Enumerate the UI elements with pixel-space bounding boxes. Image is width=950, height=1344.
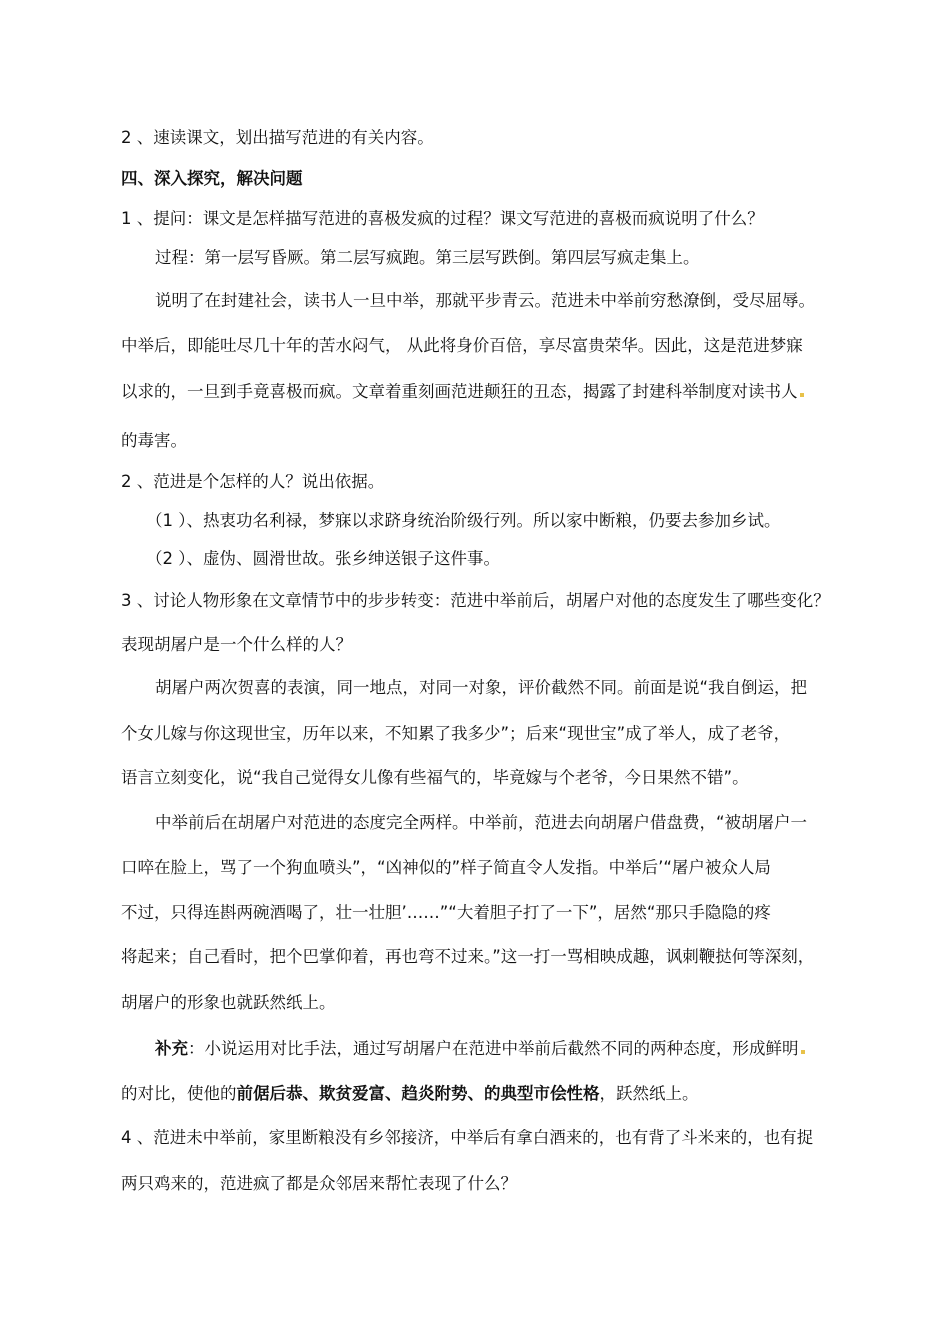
supplement-label: 补充: [155, 1039, 188, 1058]
text-line: 说明了在封建社会，读书人一旦中举，那就平步青云。范进未中举前穷愁潦倒，受尽屈辱。: [155, 291, 815, 310]
highlight-mark: [801, 1050, 805, 1054]
text-line: 中举前后在胡屠户对范进的态度完全两样。中举前，范进去向胡屠户借盘费，“被胡屠户一: [155, 813, 808, 832]
highlight-mark: [800, 393, 804, 397]
text-line: 2 、速读课文，划出描写范进的有关内容。: [121, 128, 434, 147]
text-line: 表现胡屠户是一个什么样的人？: [121, 635, 352, 654]
text-line: 语言立刻变化，说“我自己觉得女儿像有些福气的，毕竟嫁与个老爷，今日果然不错”。: [121, 768, 749, 787]
text-line: （2 ）、虚伪、圆滑世故。张乡绅送银子这件事。: [146, 549, 500, 568]
text-line: [155, 1038, 805, 1060]
text-line: 胡屠户的形象也就跃然纸上。: [121, 993, 336, 1012]
text-line: 的毒害。: [121, 431, 187, 450]
section-heading: 四、深入探究，解决问题: [121, 169, 303, 188]
text-line: [121, 1083, 699, 1105]
text-line: [121, 381, 804, 403]
text-line: 个女儿嫁与你这现世宝，历年以来，不知累了我多少”；后来“现世宝”成了举人，成了老爷，: [121, 724, 791, 743]
text-line: 两只鸡来的，范进疯了都是众邻居来帮忙表现了什么？: [121, 1174, 517, 1193]
text-line: 4 、范进未中举前，家里断粮没有乡邻接济，中举后有拿白酒来的，也有背了斗米来的，也有捉: [121, 1128, 814, 1147]
text-line: 3 、讨论人物形象在文章情节中的步步转变：范进中举前后，胡屠户对他的态度发生了哪些变化？: [121, 591, 830, 610]
text-line: 不过，只得连斟两碗酒喝了，壮一壮胆’……”“大着胆子打了一下”，居然“那只手隐隐的疼: [121, 903, 771, 922]
text-line: 将起来；自己看时，把个巴掌仰着，再也弯不过来。”这一打一骂相映成趣，讽刺鞭挞何等深刻，: [121, 947, 815, 966]
text-line: 1 、提问：课文是怎样描写范进的喜极发疯的过程？课文写范进的喜极而疯说明了什么？: [121, 209, 764, 228]
text-span: ：小说运用对比手法，通过写胡屠户在范进中举前后截然不同的两种态度，形成鲜明: [188, 1039, 799, 1058]
emphasis-text: 前倨后恭、欺贫爱富、趋炎附势、的典型市侩性格: [236, 1084, 600, 1103]
text-line: 中举后，即能吐尽几十年的苦水闷气， 从此将身价百倍，享尽富贵荣华。因此，这是范进梦寐: [121, 336, 803, 355]
text-line: 胡屠户两次贺喜的表演，同一地点，对同一对象，评价截然不同。前面是说“我自倒运，把: [155, 678, 808, 697]
text-span: ，跃然纸上。: [599, 1084, 699, 1103]
text-span: 的对比，使他的: [121, 1084, 237, 1103]
text-line: 2 、范进是个怎样的人？说出依据。: [121, 472, 385, 491]
text-line: 口啐在脸上，骂了一个狗血喷头”，“凶神似的”样子简直令人发指。中举后’“屠户被众人局: [121, 858, 771, 877]
text-span: 以求的，一旦到手竟喜极而疯。文章着重刻画范进颠狂的丑态，揭露了封建科举制度对读书人: [121, 382, 798, 401]
text-line: （1 ）、热衷功名利禄，梦寐以求跻身统治阶级行列。所以家中断粮，仍要去参加乡试。: [146, 511, 781, 530]
text-line: 过程：第一层写昏厥。第二层写疯跑。第三层写跌倒。第四层写疯走集上。: [155, 248, 700, 267]
